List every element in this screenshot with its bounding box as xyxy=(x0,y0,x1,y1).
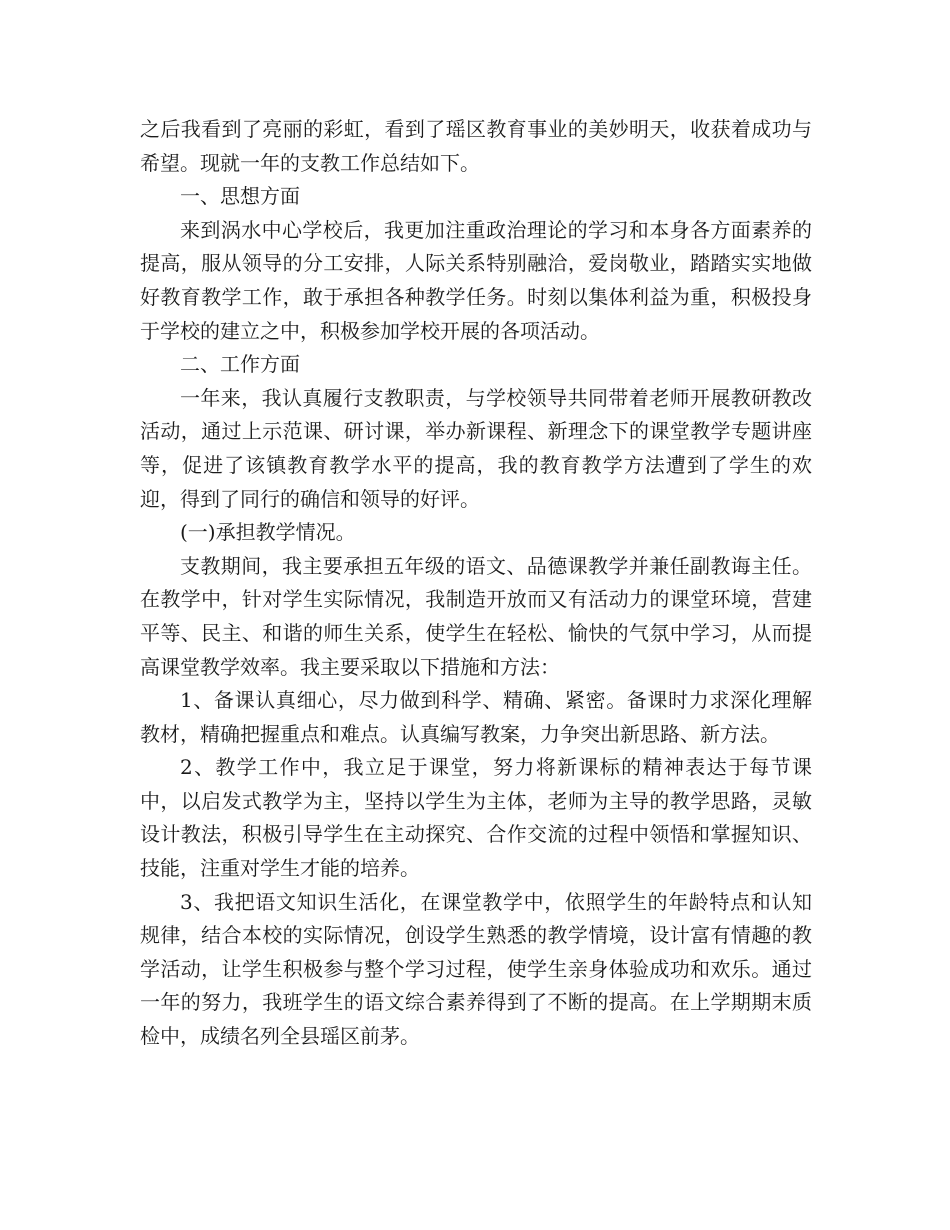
section-heading-thought: 一、思想方面 xyxy=(180,184,300,209)
document-body xyxy=(140,113,812,1054)
work-paragraph: 一年来，我认真履行支教职责，与学校领导共同带着老师开展教研教改活动，通过上示范课、研讨课，举办新课程、新理念下的课堂教学专题讲座等，促进了该镇教育教学水平的提高，我的教育教学方法遭到了学生的欢迎，得到了同行的确信和领导的好评。 xyxy=(140,385,812,511)
teaching-paragraph: 支教期间，我主要承担五年级的语文、品德课教学并兼任副教诲主任。在教学中，针对学生实际情况，我制造开放而又有活动力的课堂环境，营建平等、民主、和谐的师生关系，使学生在轻松、愉快的气氛中学习，从而提高课堂教学效率。我主要采取以下措施和方法： xyxy=(140,553,812,679)
intro-paragraph: 之后我看到了亮丽的彩虹，看到了瑶区教育事业的美妙明天，收获着成功与希望。现就一年的支教工作总结如下。 xyxy=(140,117,812,175)
measure-item-3: 3、我把语文知识生活化，在课堂教学中，依照学生的年龄特点和认知规律，结合本校的实际情况，创设学生熟悉的教学情境，设计富有情趣的教学活动，让学生积极参与整个学习过程，使学生亲身体验成功和欢乐。通过一年的努力，我班学生的语文综合素养得到了不断的提高。在上学期期末质检中，成绩名列全县瑶区前茅。 xyxy=(140,889,812,1049)
measure-item-1: 1、备课认真细心，尽力做到科学、精确、紧密。备课时力求深化理解教材，精确把握重点和难点。认真编写教案，力争突出新思路、新方法。 xyxy=(140,688,812,746)
thought-paragraph: 来到涡水中心学校后，我更加注重政治理论的学习和本身各方面素养的提高，服从领导的分工安排，人际关系特别融洽，爱岗敬业，踏踏实实地做好教育教学工作，敢于承担各种教学任务。时刻以集体利益为重，积极投身于学校的建立之中，积极参加学校开展的各项活动。 xyxy=(140,217,812,343)
subsection-heading-teaching: (一)承担教学情况。 xyxy=(180,520,356,545)
section-heading-work: 二、工作方面 xyxy=(180,352,300,377)
measure-item-2: 2、教学工作中，我立足于课堂，努力将新课标的精神表达于每节课中，以启发式教学为主，坚持以学生为主体，老师为主导的教学思路，灵敏设计教法，积极引导学生在主动探究、合作交流的过程中领悟和掌握知识、技能，注重对学生才能的培养。 xyxy=(140,755,812,881)
